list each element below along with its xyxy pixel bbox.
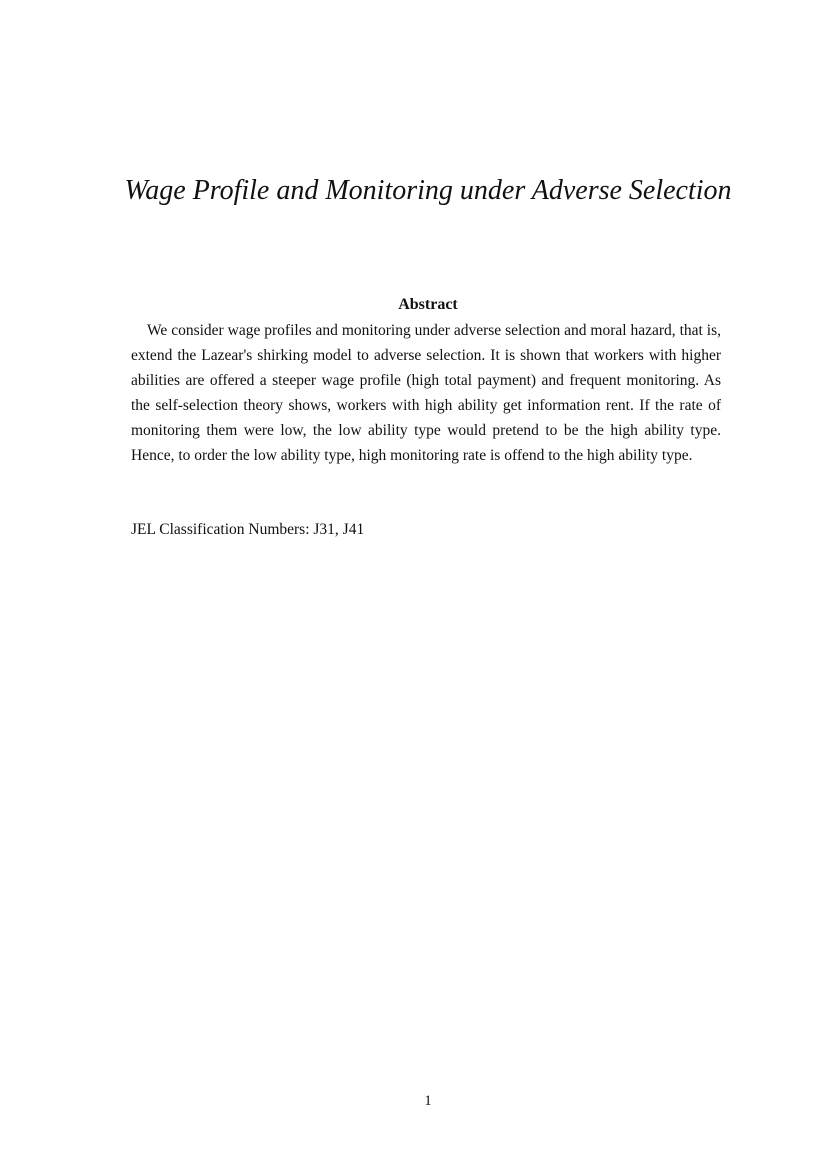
page-number: 1 [424,1093,432,1109]
abstract-text: We consider wage profiles and monitoring under adverse selection and moral hazard, that is, extend the Lazear's shirking model to adverse selection. It is shown that workers with higher abilities are offered a steeper wage profile (high total payment) and frequent monitoring. As the self-selection theory shows, workers with high ability get information rent. If the rate of monitoring them were low, the low ability type would pretend to be the high ability type. Hence, to order the low ability type, high monitoring rate is offend to the high ability type. [131,322,721,464]
abstract-heading: Abstract [398,296,458,313]
jel-classification: JEL Classification Numbers: J31, J41 [131,521,365,538]
paper-title: Wage Profile and Monitoring under Adverse Selection [124,175,732,206]
